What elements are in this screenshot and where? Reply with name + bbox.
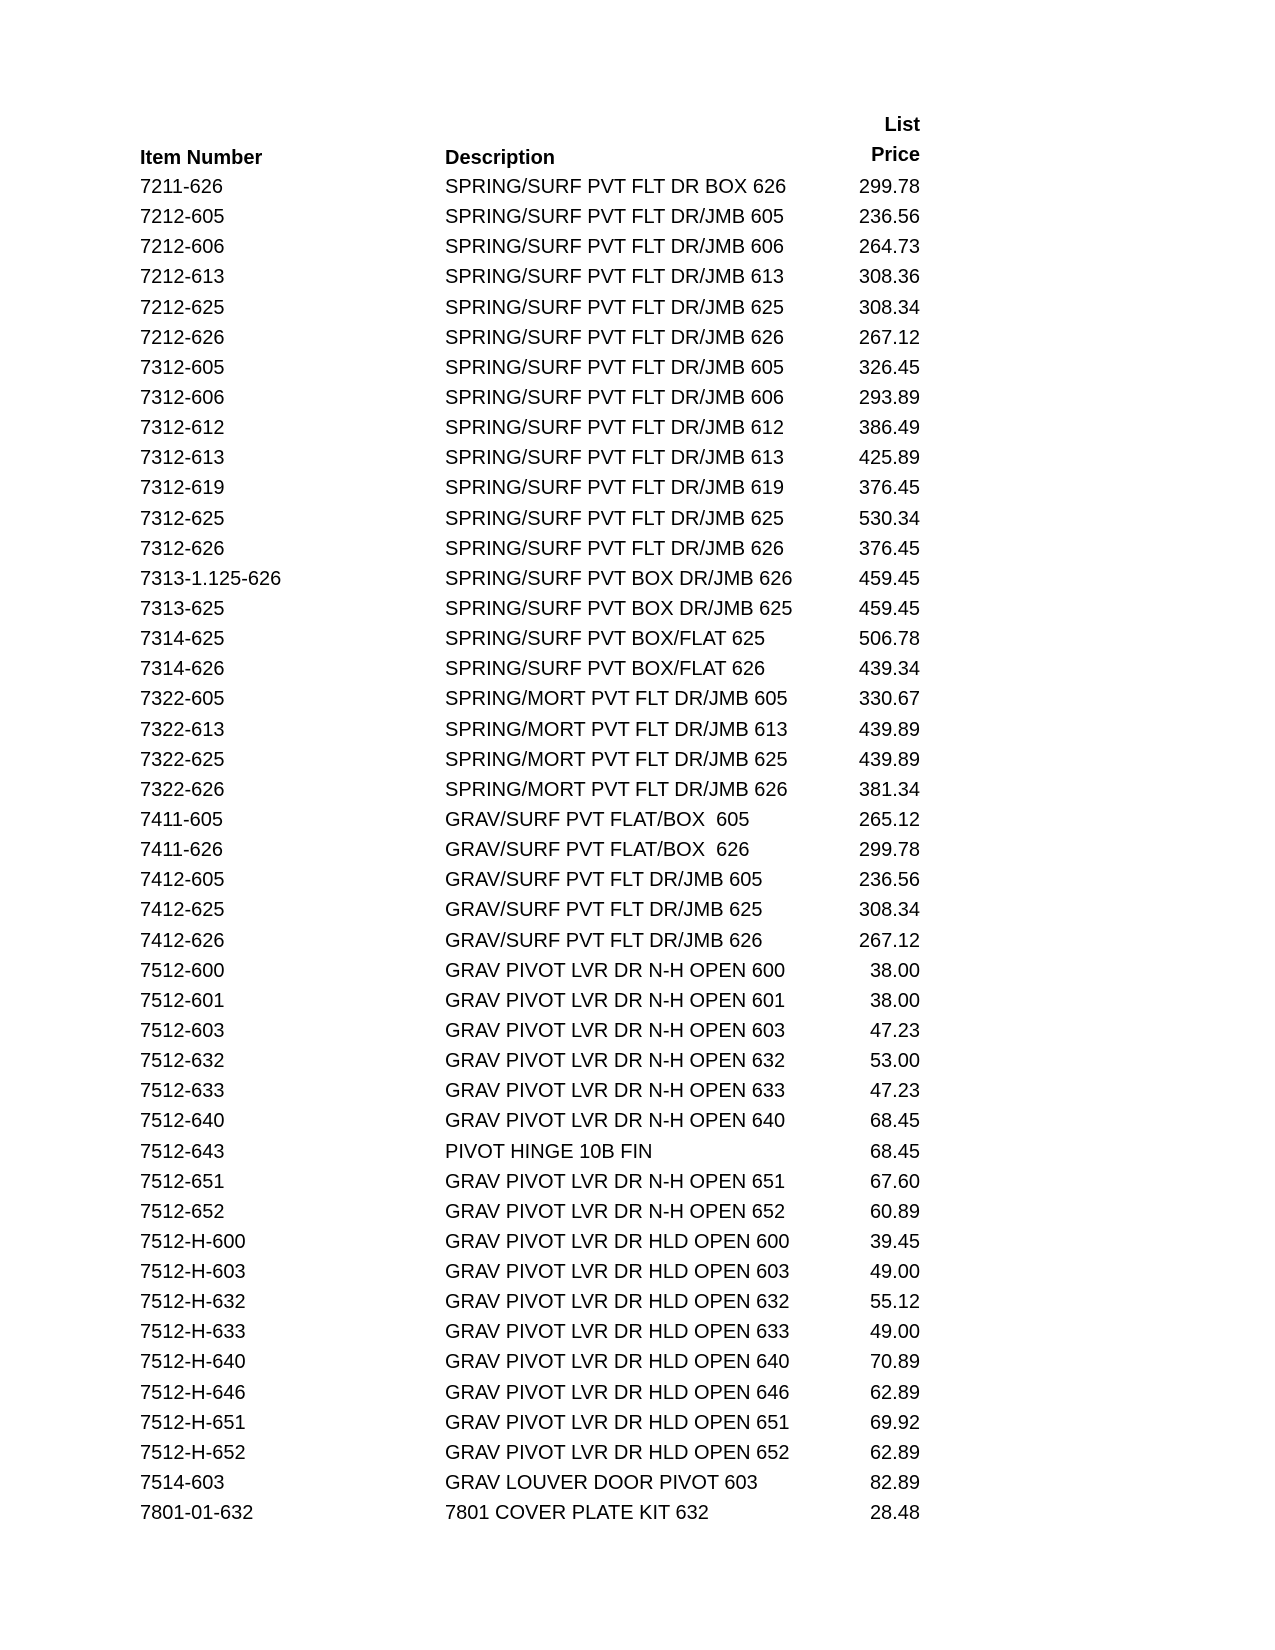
item-number-cell: 7411-626 bbox=[140, 839, 224, 862]
table-row bbox=[140, 172, 920, 202]
description-cell: GRAV PIVOT LVR DR HLD OPEN 646 bbox=[445, 1381, 790, 1404]
item-number-cell: 7212-626 bbox=[140, 326, 225, 349]
list-price-cell: 38.00 bbox=[869, 989, 920, 1012]
table-row bbox=[140, 564, 920, 594]
list-price-cell: 267.12 bbox=[858, 929, 920, 952]
description-cell: SPRING/SURF PVT FLT DR/JMB 605 bbox=[445, 206, 784, 229]
header-item-number: Item Number bbox=[140, 147, 263, 169]
table-row bbox=[140, 895, 920, 925]
list-price-cell: 49.00 bbox=[869, 1261, 920, 1284]
item-number-cell: 7412-625 bbox=[140, 899, 225, 922]
description-cell: GRAV PIVOT LVR DR HLD OPEN 651 bbox=[445, 1411, 790, 1434]
table-row bbox=[140, 1287, 920, 1317]
table-row bbox=[140, 624, 920, 654]
header-list-price-line2: Price bbox=[871, 144, 920, 166]
table-row bbox=[140, 1227, 920, 1257]
list-price-cell: 70.89 bbox=[869, 1351, 920, 1374]
table-row bbox=[140, 323, 920, 353]
list-price-cell: 381.34 bbox=[858, 778, 920, 801]
description-cell: SPRING/SURF PVT FLT DR BOX 626 bbox=[445, 176, 787, 198]
description-cell: GRAV PIVOT LVR DR HLD OPEN 640 bbox=[445, 1351, 790, 1374]
table-row bbox=[140, 654, 920, 684]
list-price-cell: 55.12 bbox=[869, 1291, 920, 1314]
table-row bbox=[140, 745, 920, 775]
table-row bbox=[140, 805, 920, 835]
list-price-cell: 267.12 bbox=[858, 326, 920, 349]
list-price-cell: 439.34 bbox=[858, 658, 920, 681]
item-number-cell: 7312-605 bbox=[140, 356, 225, 379]
list-price-cell: 308.34 bbox=[858, 899, 920, 922]
item-number-cell: 7314-626 bbox=[140, 658, 225, 681]
description-cell: SPRING/SURF PVT BOX DR/JMB 626 bbox=[445, 567, 793, 590]
item-number-cell: 7512-H-600 bbox=[140, 1230, 246, 1253]
list-price-cell: 506.78 bbox=[858, 628, 920, 651]
description-cell: 7801 COVER PLATE KIT 632 bbox=[445, 1502, 709, 1525]
description-cell: GRAV PIVOT LVR DR N-H OPEN 640 bbox=[445, 1110, 786, 1133]
table-row bbox=[140, 383, 920, 413]
table-row bbox=[140, 473, 920, 503]
table-row bbox=[140, 1016, 920, 1046]
list-price-cell: 68.45 bbox=[869, 1110, 920, 1133]
list-price-cell: 49.00 bbox=[869, 1321, 920, 1344]
list-price-cell: 376.45 bbox=[858, 537, 920, 560]
table-row bbox=[140, 715, 920, 745]
list-price-cell: 265.12 bbox=[858, 808, 920, 831]
item-number-cell: 7512-603 bbox=[140, 1019, 225, 1042]
list-price-cell: 60.89 bbox=[869, 1200, 920, 1223]
item-number-cell: 7322-625 bbox=[140, 748, 225, 771]
table-row bbox=[140, 926, 920, 956]
table-row bbox=[140, 1347, 920, 1377]
description-cell: SPRING/SURF PVT FLT DR/JMB 613 bbox=[445, 266, 784, 289]
description-cell: GRAV PIVOT LVR DR HLD OPEN 633 bbox=[445, 1321, 790, 1344]
list-price-cell: 459.45 bbox=[858, 597, 920, 620]
description-cell: SPRING/SURF PVT BOX/FLAT 626 bbox=[445, 658, 766, 681]
table-row bbox=[140, 775, 920, 805]
list-price-cell: 47.23 bbox=[869, 1019, 920, 1042]
list-price-cell: 28.48 bbox=[869, 1502, 920, 1525]
list-price-cell: 299.78 bbox=[858, 839, 920, 862]
item-number-cell: 7512-H-603 bbox=[140, 1261, 246, 1284]
table-body bbox=[140, 172, 920, 1528]
item-number-cell: 7212-625 bbox=[140, 296, 225, 319]
description-cell: SPRING/SURF PVT FLT DR/JMB 612 bbox=[445, 417, 784, 440]
table-header bbox=[140, 112, 920, 172]
table-row bbox=[140, 865, 920, 895]
item-number-cell: 7512-652 bbox=[140, 1200, 225, 1223]
item-number-cell: 7801-01-632 bbox=[140, 1502, 254, 1525]
table-row bbox=[140, 986, 920, 1016]
table-row bbox=[140, 1438, 920, 1468]
list-price-cell: 439.89 bbox=[858, 748, 920, 771]
item-number-cell: 7512-600 bbox=[140, 959, 225, 982]
table-row bbox=[140, 262, 920, 292]
item-number-cell: 7514-603 bbox=[140, 1472, 225, 1495]
list-price-cell: 326.45 bbox=[858, 356, 920, 379]
table-row bbox=[140, 534, 920, 564]
item-number-cell: 7312-619 bbox=[140, 477, 225, 500]
item-number-cell: 7512-H-651 bbox=[140, 1411, 246, 1434]
description-cell: GRAV PIVOT LVR DR HLD OPEN 632 bbox=[445, 1291, 790, 1314]
description-cell: GRAV PIVOT LVR DR N-H OPEN 600 bbox=[445, 959, 786, 982]
table-row bbox=[140, 1167, 920, 1197]
description-cell: SPRING/SURF PVT FLT DR/JMB 613 bbox=[445, 447, 784, 470]
description-cell: PIVOT HINGE 10B FIN bbox=[445, 1140, 653, 1163]
table-row bbox=[140, 1137, 920, 1167]
item-number-cell: 7412-626 bbox=[140, 929, 225, 952]
description-cell: GRAV LOUVER DOOR PIVOT 603 bbox=[445, 1472, 758, 1495]
list-price-cell: 293.89 bbox=[858, 386, 920, 409]
list-price-cell: 376.45 bbox=[858, 477, 920, 500]
description-cell: SPRING/SURF PVT FLT DR/JMB 606 bbox=[445, 386, 784, 409]
table-row bbox=[140, 293, 920, 323]
list-price-cell: 39.45 bbox=[869, 1230, 920, 1253]
list-price-cell: 82.89 bbox=[869, 1472, 920, 1495]
list-price-cell: 530.34 bbox=[858, 507, 920, 530]
table-row bbox=[140, 413, 920, 443]
description-cell: SPRING/SURF PVT BOX DR/JMB 625 bbox=[445, 597, 793, 620]
list-price-cell: 53.00 bbox=[869, 1050, 920, 1073]
table-row bbox=[140, 202, 920, 232]
list-price-cell: 68.45 bbox=[869, 1140, 920, 1163]
item-number-cell: 7322-605 bbox=[140, 688, 225, 711]
item-number-cell: 7313-625 bbox=[140, 597, 225, 620]
list-price-cell: 67.60 bbox=[869, 1170, 920, 1193]
table-row bbox=[140, 1408, 920, 1438]
table-row bbox=[140, 232, 920, 262]
list-price-cell: 264.73 bbox=[858, 236, 920, 259]
item-number-cell: 7512-H-632 bbox=[140, 1291, 246, 1314]
list-price-cell: 308.36 bbox=[858, 266, 920, 289]
table-row bbox=[140, 1468, 920, 1498]
item-number-cell: 7312-612 bbox=[140, 417, 225, 440]
table-row bbox=[140, 956, 920, 986]
item-number-cell: 7512-632 bbox=[140, 1050, 225, 1073]
item-number-cell: 7512-H-646 bbox=[140, 1381, 246, 1404]
item-number-cell: 7314-625 bbox=[140, 628, 225, 651]
description-cell: GRAV PIVOT LVR DR N-H OPEN 601 bbox=[445, 989, 786, 1012]
item-number-cell: 7211-626 bbox=[140, 176, 224, 198]
item-number-cell: 7212-605 bbox=[140, 206, 225, 229]
list-price-cell: 308.34 bbox=[858, 296, 920, 319]
list-price-cell: 299.78 bbox=[858, 176, 920, 198]
item-number-cell: 7322-613 bbox=[140, 718, 225, 741]
description-cell: GRAV PIVOT LVR DR N-H OPEN 652 bbox=[445, 1200, 786, 1223]
table-row bbox=[140, 835, 920, 865]
description-cell: SPRING/SURF PVT FLT DR/JMB 606 bbox=[445, 236, 784, 259]
list-price-cell: 439.89 bbox=[858, 718, 920, 741]
list-price-cell: 236.56 bbox=[858, 869, 920, 892]
description-cell: GRAV/SURF PVT FLT DR/JMB 626 bbox=[445, 929, 763, 952]
table-row bbox=[140, 684, 920, 714]
list-price-cell: 425.89 bbox=[858, 447, 920, 470]
item-number-cell: 7512-643 bbox=[140, 1140, 225, 1163]
table-row bbox=[140, 1197, 920, 1227]
list-price-cell: 236.56 bbox=[858, 206, 920, 229]
header-description: Description bbox=[445, 147, 556, 169]
table-row bbox=[140, 353, 920, 383]
table-row bbox=[140, 504, 920, 534]
header-list-price bbox=[871, 110, 920, 170]
description-cell: SPRING/SURF PVT FLT DR/JMB 626 bbox=[445, 326, 784, 349]
description-cell: GRAV PIVOT LVR DR HLD OPEN 603 bbox=[445, 1261, 790, 1284]
table-row bbox=[140, 1378, 920, 1408]
item-number-cell: 7411-605 bbox=[140, 808, 224, 831]
description-cell: GRAV PIVOT LVR DR N-H OPEN 633 bbox=[445, 1080, 786, 1103]
table-row bbox=[140, 1257, 920, 1287]
item-number-cell: 7313-1.125-626 bbox=[140, 567, 282, 590]
item-number-cell: 7512-H-633 bbox=[140, 1321, 246, 1344]
description-cell: SPRING/MORT PVT FLT DR/JMB 605 bbox=[445, 688, 788, 711]
description-cell: SPRING/MORT PVT FLT DR/JMB 626 bbox=[445, 778, 788, 801]
description-cell: SPRING/SURF PVT BOX/FLAT 625 bbox=[445, 628, 766, 651]
item-number-cell: 7512-640 bbox=[140, 1110, 225, 1133]
description-cell: GRAV PIVOT LVR DR HLD OPEN 600 bbox=[445, 1230, 790, 1253]
price-list-table bbox=[140, 112, 920, 1528]
table-row bbox=[140, 1317, 920, 1347]
description-cell: SPRING/MORT PVT FLT DR/JMB 625 bbox=[445, 748, 788, 771]
description-cell: SPRING/MORT PVT FLT DR/JMB 613 bbox=[445, 718, 788, 741]
table-row bbox=[140, 594, 920, 624]
table-row bbox=[140, 1076, 920, 1106]
item-number-cell: 7312-626 bbox=[140, 537, 225, 560]
item-number-cell: 7512-633 bbox=[140, 1080, 225, 1103]
item-number-cell: 7512-651 bbox=[140, 1170, 225, 1193]
description-cell: GRAV PIVOT LVR DR N-H OPEN 632 bbox=[445, 1050, 786, 1073]
list-price-cell: 62.89 bbox=[869, 1441, 920, 1464]
list-price-cell: 38.00 bbox=[869, 959, 920, 982]
description-cell: SPRING/SURF PVT FLT DR/JMB 605 bbox=[445, 356, 784, 379]
item-number-cell: 7322-626 bbox=[140, 778, 225, 801]
table-row bbox=[140, 443, 920, 473]
item-number-cell: 7512-H-652 bbox=[140, 1441, 246, 1464]
item-number-cell: 7312-625 bbox=[140, 507, 225, 530]
description-cell: SPRING/SURF PVT FLT DR/JMB 619 bbox=[445, 477, 784, 500]
list-price-cell: 47.23 bbox=[869, 1080, 920, 1103]
header-list-price-line1: List bbox=[884, 114, 920, 136]
description-cell: GRAV PIVOT LVR DR N-H OPEN 603 bbox=[445, 1019, 786, 1042]
list-price-cell: 330.67 bbox=[858, 688, 920, 711]
list-price-cell: 386.49 bbox=[858, 417, 920, 440]
description-cell: GRAV/SURF PVT FLAT/BOX 626 bbox=[445, 839, 750, 862]
item-number-cell: 7312-606 bbox=[140, 386, 225, 409]
table-row bbox=[140, 1046, 920, 1076]
item-number-cell: 7512-601 bbox=[140, 989, 225, 1012]
table-row bbox=[140, 1106, 920, 1136]
list-price-cell: 69.92 bbox=[869, 1411, 920, 1434]
list-price-cell: 62.89 bbox=[869, 1381, 920, 1404]
description-cell: GRAV/SURF PVT FLT DR/JMB 625 bbox=[445, 899, 763, 922]
description-cell: GRAV/SURF PVT FLAT/BOX 605 bbox=[445, 808, 750, 831]
item-number-cell: 7312-613 bbox=[140, 447, 225, 470]
description-cell: SPRING/SURF PVT FLT DR/JMB 625 bbox=[445, 507, 784, 530]
list-price-cell: 459.45 bbox=[858, 567, 920, 590]
description-cell: GRAV/SURF PVT FLT DR/JMB 605 bbox=[445, 869, 763, 892]
item-number-cell: 7212-606 bbox=[140, 236, 225, 259]
description-cell: SPRING/SURF PVT FLT DR/JMB 626 bbox=[445, 537, 784, 560]
table-row bbox=[140, 1498, 920, 1528]
description-cell: SPRING/SURF PVT FLT DR/JMB 625 bbox=[445, 296, 784, 319]
item-number-cell: 7212-613 bbox=[140, 266, 225, 289]
item-number-cell: 7412-605 bbox=[140, 869, 225, 892]
description-cell: GRAV PIVOT LVR DR N-H OPEN 651 bbox=[445, 1170, 786, 1193]
description-cell: GRAV PIVOT LVR DR HLD OPEN 652 bbox=[445, 1441, 790, 1464]
item-number-cell: 7512-H-640 bbox=[140, 1351, 246, 1374]
